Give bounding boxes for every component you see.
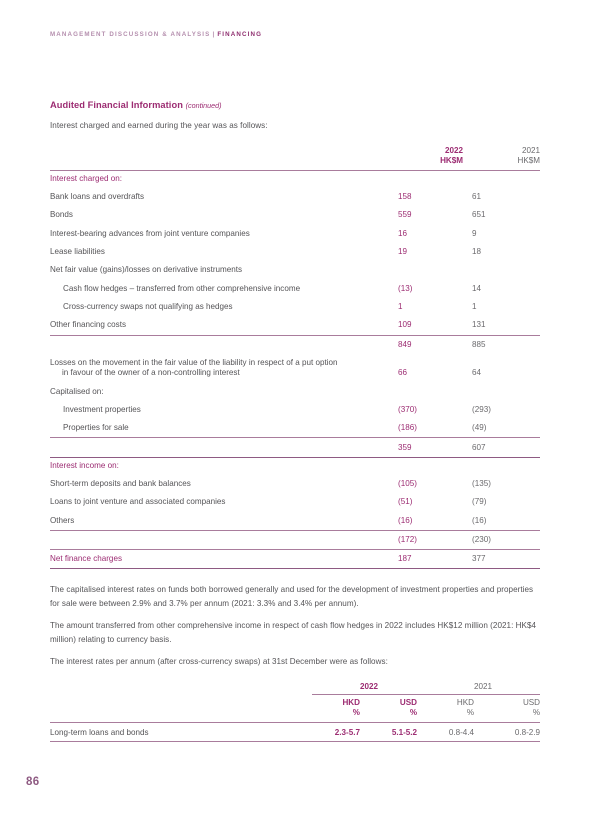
row-value-2021: (230) <box>472 530 540 549</box>
rates-subheader-currency: HKD <box>342 697 360 707</box>
row-value-2022: 158 <box>398 191 412 201</box>
table-header-row <box>50 146 540 171</box>
row-label: Bonds <box>50 210 73 220</box>
table-row <box>50 243 540 261</box>
row-value-2022 <box>398 261 472 279</box>
total-row <box>50 550 540 569</box>
row-label: Net finance charges <box>50 550 398 569</box>
row-label: Other financing costs <box>50 316 398 335</box>
row-label: Bank loans and overdrafts <box>50 191 145 201</box>
running-header-right: FINANCING <box>217 31 263 38</box>
row-value-2021: 1 <box>472 302 477 311</box>
rates-subheader-unit: % <box>532 708 541 718</box>
row-value-2021: (49) <box>472 419 540 438</box>
row-value-2022: (370) <box>398 404 417 414</box>
row-label: Interest-bearing advances from joint venture companies <box>50 228 250 238</box>
table-row <box>50 419 540 438</box>
rates-group-header-row <box>50 682 540 694</box>
row-label: Lease liabilities <box>50 246 105 256</box>
table-row <box>50 723 540 742</box>
row-label: Cross-currency swaps not qualifying as hedges <box>63 302 233 311</box>
note-paragraph: The amount transferred from other comprehensive income in respect of cash flow hedges in 2022 includes HK$12 million (2021: HK$4 million) relating to currency basis. <box>50 621 537 644</box>
rates-subheader-unit: % <box>352 708 360 718</box>
row-value-2022: (172) <box>398 530 472 549</box>
row-label: Investment properties <box>63 404 141 414</box>
table-row <box>50 261 540 279</box>
row-label <box>50 530 398 549</box>
row-value-2021: (79) <box>472 497 487 507</box>
row-label: Others <box>50 511 398 530</box>
row-value-2021 <box>472 170 540 187</box>
table-row <box>50 316 540 335</box>
row-label-line2: in favour of the owner of a non-controlling interest <box>62 368 240 378</box>
row-label <box>50 438 398 457</box>
running-header-separator: | <box>212 31 216 38</box>
rates-subheader-unit: % <box>466 708 475 718</box>
rates-subheader-currency: USD <box>399 697 418 707</box>
table-row <box>50 170 540 187</box>
row-label-line1: Losses on the movement in the fair value of the liability in respect of a put option <box>50 358 338 368</box>
row-value-2022: (16) <box>398 511 472 530</box>
rates-subheader-hkd-2022 <box>312 694 369 722</box>
row-value-2022: 19 <box>398 246 408 256</box>
row-value-2022: 66 <box>398 368 408 378</box>
column-header-2022 <box>398 146 472 171</box>
row-label: Loans to joint venture and associated companies <box>50 497 226 507</box>
row-value-2021: (135) <box>472 478 491 488</box>
table-row <box>50 279 540 297</box>
note-paragraph: The capitalised interest rates on funds both borrowed generally and used for the development of investment properties and properties for sale were between 2.9% and 3.7% per annum (2021: 3.3% and 3.4% per annum). <box>50 585 534 608</box>
row-value-2022: 559 <box>398 210 412 220</box>
table-row <box>50 382 540 400</box>
rates-subheader-usd-2021 <box>483 694 540 722</box>
running-header-left: MANAGEMENT DISCUSSION & ANALYSIS <box>50 31 211 38</box>
row-label: Interest charged on: <box>50 170 398 187</box>
row-value-hkd-2021: 0.8-4.4 <box>426 723 483 742</box>
row-value-2021: 377 <box>472 550 540 569</box>
table-row <box>50 298 540 316</box>
finance-charges-table <box>50 146 540 570</box>
rates-group-2022: 2022 <box>312 682 426 694</box>
row-value-2021 <box>472 457 540 474</box>
row-value-2022 <box>398 382 472 400</box>
table-row <box>50 401 540 419</box>
rates-header-blank <box>50 682 312 694</box>
row-value-2021 <box>472 261 540 279</box>
column-header-2022-unit: HK$M <box>440 156 463 166</box>
rates-subheader-currency: USD <box>522 697 541 707</box>
row-value-2021: (16) <box>472 511 540 530</box>
row-value-2022: (186) <box>398 419 472 438</box>
subtotal-row <box>50 438 540 457</box>
row-label: Net fair value (gains)/losses on derivative instruments <box>50 265 243 275</box>
row-value-2021: 64 <box>472 368 482 378</box>
rates-subheader-blank <box>50 694 312 722</box>
row-value-2022 <box>398 457 472 474</box>
row-value-2022: 109 <box>398 316 472 335</box>
row-value-hkd-2022: 2.3-5.7 <box>312 723 369 742</box>
row-value-2022: (51) <box>398 497 413 507</box>
table-row <box>50 493 540 511</box>
column-header-2021-unit: HK$M <box>517 156 540 166</box>
page-number: 86 <box>26 776 40 788</box>
table-row <box>50 457 540 474</box>
row-label: Properties for sale <box>50 419 398 438</box>
rates-group-2021: 2021 <box>426 682 540 694</box>
row-label <box>50 354 398 382</box>
note-paragraph: The interest rates per annum (after cross-currency swaps) at 31st December were as follows: <box>50 657 388 667</box>
row-value-2021: 651 <box>472 210 486 220</box>
table-row <box>50 206 540 224</box>
row-value-2021: 14 <box>472 283 482 293</box>
rates-subheader-hkd-2021 <box>426 694 483 722</box>
row-label: Long-term loans and bonds <box>50 723 312 742</box>
section-title-continued: (continued) <box>185 101 222 110</box>
table-row <box>50 354 540 382</box>
subtotal-row <box>50 530 540 549</box>
table-row <box>50 475 540 493</box>
subtotal-row <box>50 335 540 354</box>
row-value-2021: 607 <box>472 438 540 457</box>
interest-rates-table <box>50 682 540 742</box>
header-blank <box>50 146 398 171</box>
row-value-usd-2021: 0.8-2.9 <box>483 723 540 742</box>
row-value-2022: 849 <box>398 339 412 349</box>
row-value-2021: 885 <box>472 339 486 349</box>
row-value-2021: (293) <box>472 404 491 414</box>
row-value-2022: 359 <box>398 438 472 457</box>
row-value-2021: 131 <box>472 316 540 335</box>
row-label: Capitalised on: <box>50 386 104 396</box>
row-value-2021 <box>472 382 540 400</box>
rates-subheader-usd-2022 <box>369 694 426 722</box>
section-title-text: Audited Financial Information <box>50 100 183 110</box>
table-row <box>50 188 540 206</box>
running-header <box>50 31 262 38</box>
rates-subheader-currency: HKD <box>456 697 475 707</box>
row-value-2022: (105) <box>398 478 417 488</box>
row-value-2022: (13) <box>398 283 413 293</box>
page-title <box>50 100 540 110</box>
rates-subheader-row <box>50 694 540 722</box>
column-header-2022-year: 2022 <box>444 145 463 155</box>
section-intro: Interest charged and earned during the year was as follows: <box>50 121 268 130</box>
row-value-2022: 187 <box>398 550 472 569</box>
rates-subheader-unit: % <box>409 708 418 718</box>
table-row <box>50 511 540 530</box>
content-column <box>50 100 540 742</box>
row-value-2022 <box>398 170 472 187</box>
row-label: Interest income on: <box>50 461 119 471</box>
column-header-2021 <box>472 146 540 171</box>
row-label: Cash flow hedges – transferred from other comprehensive income <box>63 283 301 293</box>
row-label: Short-term deposits and bank balances <box>50 478 191 488</box>
column-header-2021-year: 2021 <box>521 145 540 155</box>
row-value-2021: 18 <box>472 246 482 256</box>
row-value-2021: 9 <box>472 228 477 238</box>
row-value-usd-2022: 5.1-5.2 <box>369 723 426 742</box>
notes-block <box>50 583 540 668</box>
table-row <box>50 224 540 242</box>
row-value-2021: 61 <box>472 191 482 201</box>
row-value-2022: 16 <box>398 228 408 238</box>
row-label <box>50 335 398 354</box>
row-value-2022: 1 <box>398 302 403 311</box>
